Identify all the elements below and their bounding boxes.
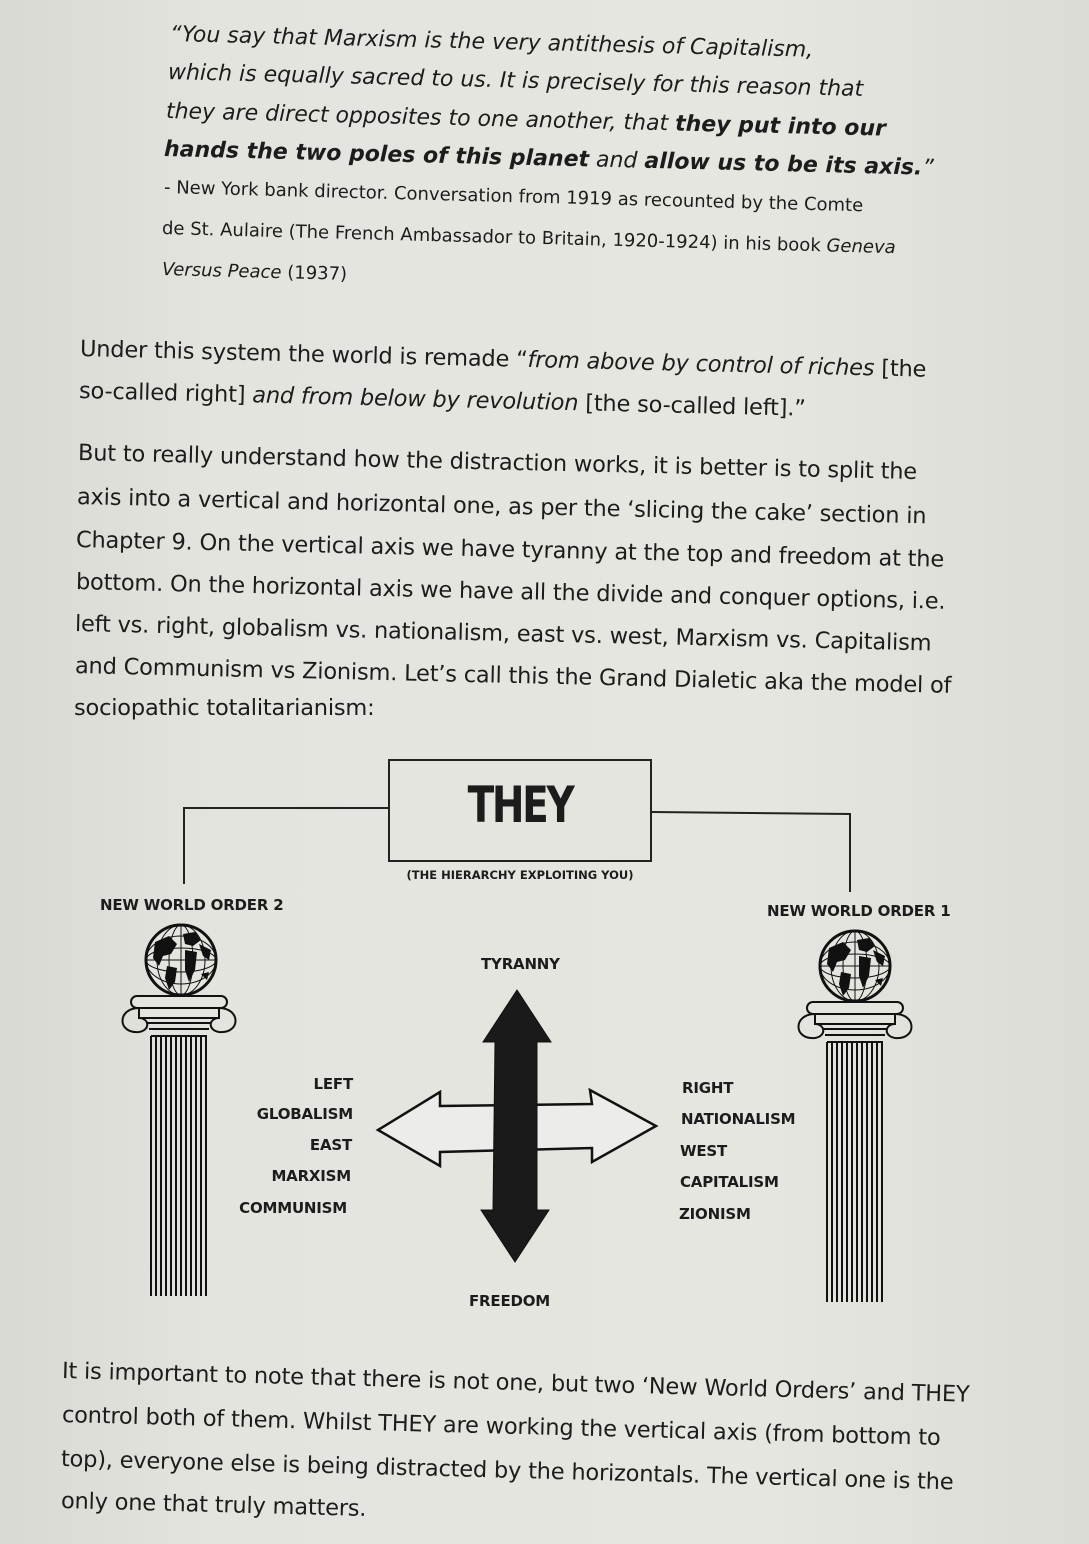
right-item-zionism: ZIONISM bbox=[679, 1205, 751, 1223]
quote-line-4-bold-b: allow us to be its axis. bbox=[644, 148, 923, 181]
para2-line-7: sociopathic totalitarianism: bbox=[74, 695, 375, 721]
right-item-west: WEST bbox=[680, 1142, 728, 1160]
right-item-right: RIGHT bbox=[682, 1079, 734, 1097]
para1-l2-b: [the so-called left].” bbox=[578, 390, 806, 422]
para3-line-2: control both of them. Whilst THEY are working the vertical axis (from bottom to bbox=[61, 1402, 941, 1451]
quote-line-3-text: they are direct opposites to one another, that bbox=[165, 99, 676, 137]
para2-line-5: left vs. right, globalism vs. nationalism, east vs. west, Marxism vs. Capitalism bbox=[74, 611, 932, 657]
quote-close-mark: ” bbox=[921, 155, 934, 181]
left-item-communism: COMMUNISM bbox=[239, 1199, 347, 1217]
para3-line-4: only one that truly matters. bbox=[60, 1488, 367, 1522]
quote-line-1: “You say that Marxism is the very antithesis of Capitalism, bbox=[169, 22, 814, 63]
para2-line-6: and Communism vs Zionism. Let’s call this the Grand Dialetic aka the model of bbox=[74, 653, 952, 699]
tyranny-label: TYRANNY bbox=[481, 955, 560, 973]
para3-line-3: top), everyone else is being distracted by the horizontals. The vertical one is the bbox=[60, 1446, 954, 1496]
source-line-1: - New York bank director. Conversation from 1919 as recounted by the Comte bbox=[163, 177, 864, 217]
right-item-capitalism: CAPITALISM bbox=[680, 1173, 779, 1191]
left-item-globalism: GLOBALISM bbox=[256, 1105, 353, 1123]
globe-icon-left bbox=[146, 925, 216, 995]
left-item-east: EAST bbox=[309, 1136, 352, 1154]
quote-line-4-bold-a: hands the two poles of this planet bbox=[163, 137, 590, 173]
para1-l2-italic: and from below by revolution bbox=[251, 382, 579, 417]
para3-line-1: It is important to note that there is not one, but two ‘New World Orders’ and THEY bbox=[61, 1358, 970, 1408]
para1-l1-a: Under this system the world is remade “ bbox=[79, 336, 528, 373]
connector-right bbox=[652, 812, 850, 892]
left-item-left: LEFT bbox=[313, 1075, 353, 1093]
para2-line-2: axis into a vertical and horizontal one, as per the ‘slicing the cake’ section in bbox=[76, 484, 927, 530]
nwo-2-label: NEW WORLD ORDER 2 bbox=[100, 896, 284, 914]
para2-line-1: But to really understand how the distraction works, it is better is to split the bbox=[77, 440, 918, 486]
quote-line-4-text: and bbox=[588, 147, 645, 174]
they-subtitle: (THE HIERARCHY EXPLOITING YOU) bbox=[406, 868, 634, 882]
globe-icon-right bbox=[820, 931, 890, 1001]
quote-line-3-bold: they put into our bbox=[674, 111, 887, 142]
book-title-part-2: Versus Peace bbox=[161, 259, 282, 284]
right-item-nationalism: NATIONALISM bbox=[681, 1110, 796, 1128]
source-year: (1937) bbox=[281, 262, 348, 285]
para2-line-3: Chapter 9. On the vertical axis we have tyranny at the top and freedom at the bbox=[75, 527, 945, 573]
book-title-part-1: Geneva bbox=[826, 235, 896, 259]
quote-line-2: which is equally sacred to us. It is precisely for this reason that bbox=[167, 60, 864, 102]
connector-left bbox=[184, 808, 388, 884]
para2-line-4: bottom. On the horizontal axis we have all the divide and conquer options, i.e. bbox=[75, 569, 946, 615]
pillar-icon-left bbox=[123, 996, 236, 1296]
para1-l1-italic: from above by control of riches bbox=[527, 346, 875, 382]
left-item-marxism: MARXISM bbox=[271, 1167, 351, 1185]
they-title: THEY bbox=[467, 776, 573, 834]
freedom-label: FREEDOM bbox=[469, 1292, 551, 1310]
nwo-1-label: NEW WORLD ORDER 1 bbox=[767, 902, 951, 920]
para1-l2-a: so-called right] bbox=[78, 378, 253, 409]
pillar-icon-right bbox=[799, 1002, 912, 1302]
source-line-2-text: de St. Aulaire (The French Ambassador to Britain, 1920-1924) in his book bbox=[161, 218, 827, 257]
para1-l1-b: [the bbox=[874, 355, 927, 383]
